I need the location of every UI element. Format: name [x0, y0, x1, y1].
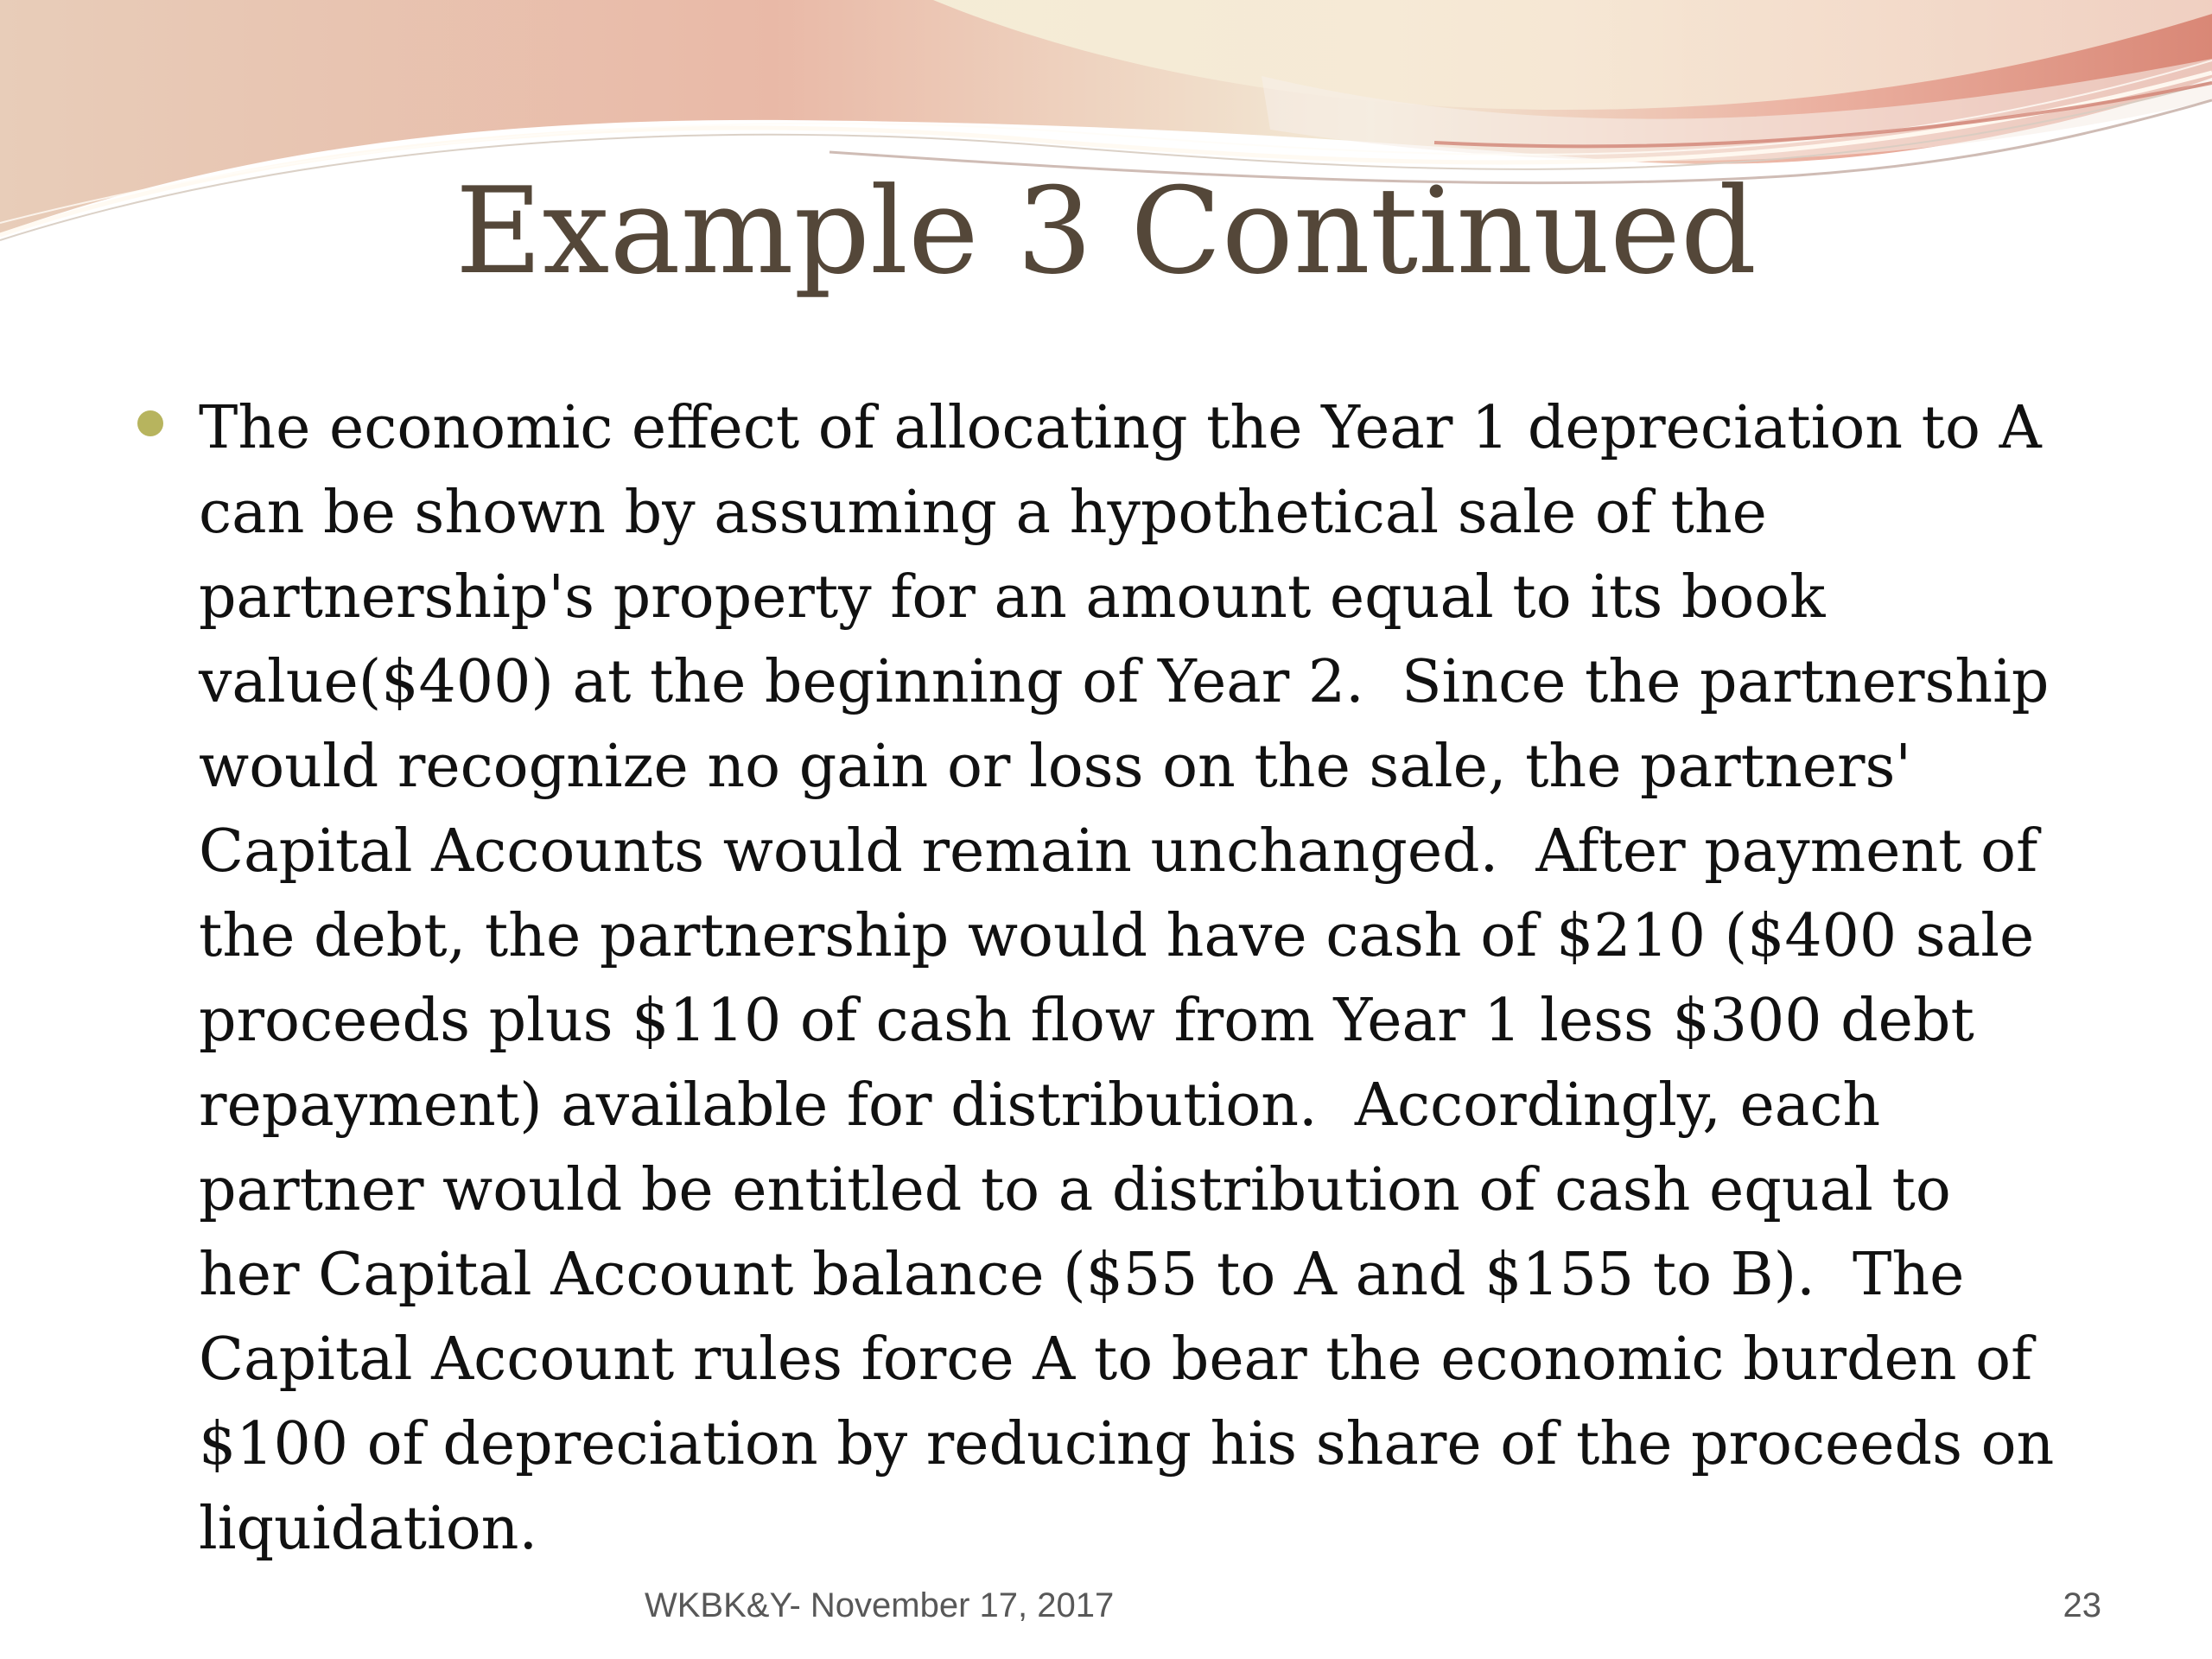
bullet-line: would recognize no gain or loss on the sale, the partners': [199, 733, 1912, 801]
bullet-line: can be shown by assuming a hypothetical sale of the: [199, 479, 1767, 547]
bullet-text: [199, 386, 2100, 1572]
bullet-line: partnership's property for an amount equal to its book: [199, 563, 1826, 632]
bullet-dot-icon: [137, 410, 163, 436]
bullet-line: $100 of depreciation by reducing his share of the proceeds on: [199, 1410, 2055, 1478]
bullet-line: proceeds plus $110 of cash flow from Year 1 less $300 debt: [199, 987, 1974, 1055]
bullet-line: partner would be entitled to a distribution of cash equal to: [199, 1156, 1951, 1224]
bullet-line: her Capital Account balance ($55 to A and $155 to B). The: [199, 1241, 1965, 1309]
footer-text: WKBK&Y- November 17, 2017: [645, 1586, 1115, 1624]
bullet-line: repayment) available for distribution. Accordingly, each: [199, 1071, 1881, 1140]
bullet-line: Capital Accounts would remain unchanged. After payment of: [199, 817, 2038, 886]
bullet-line: value($400) at the beginning of Year 2. Since the partnership: [199, 648, 2050, 716]
page-number: 23: [2063, 1586, 2101, 1624]
bullet-line: Capital Account rules force A to bear the economic burden of: [199, 1325, 2033, 1394]
slide-title: Example 3 Continued: [454, 162, 1758, 301]
bullet-line: The economic effect of allocating the Year 1 depreciation to A: [199, 394, 2042, 462]
bullet-line: the debt, the partnership would have cash of $210 ($400 sale: [199, 902, 2035, 970]
bullet-line: liquidation.: [199, 1495, 538, 1563]
